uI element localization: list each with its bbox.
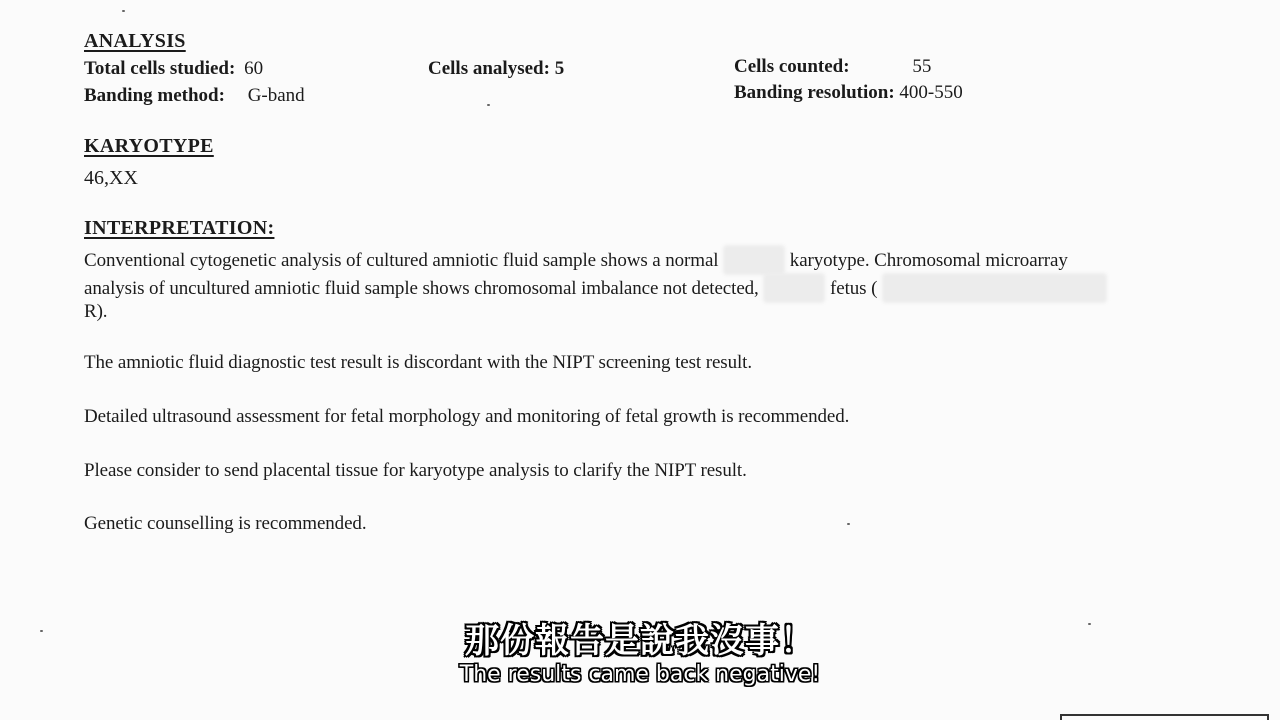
ultrasound-paragraph: Detailed ultrasound assessment for fetal morphology and monitoring of fetal growth is recommended. [84, 406, 850, 427]
scan-speck [122, 10, 125, 12]
interpretation-line-1 [84, 245, 1068, 275]
interpretation-line-2a: analysis of uncultured amniotic fluid sample shows chromosomal imbalance not detected, [84, 278, 759, 299]
subtitle-chinese: 那份報告是說我沒事！ [465, 621, 815, 661]
interpretation-line-1a: Conventional cytogenetic analysis of cultured amniotic fluid sample shows a normal [84, 250, 719, 271]
redaction-block [723, 245, 785, 275]
cells-counted-value: 55 [912, 56, 932, 77]
total-cells-value: 60 [244, 58, 264, 79]
banding-method-field [84, 85, 305, 107]
cells-counted-label: Cells counted: [734, 56, 850, 77]
total-cells-label: Total cells studied: [84, 58, 236, 79]
analysis-heading: ANALYSIS [84, 30, 186, 52]
banding-method-label: Banding method: [84, 85, 225, 106]
discordant-paragraph: The amniotic fluid diagnostic test result is discordant with the NIPT screening test result. [84, 352, 752, 373]
form-box-edge [1060, 714, 1269, 720]
banding-resolution-field [734, 82, 963, 104]
interpretation-line-2b: fetus ( [830, 278, 878, 299]
interpretation-heading: INTERPRETATION: [84, 217, 275, 239]
scan-speck [847, 523, 850, 525]
interpretation-line-2 [84, 273, 1107, 303]
total-cells-field [84, 58, 263, 80]
banding-method-value: G-band [247, 85, 305, 106]
counselling-paragraph: Genetic counselling is recommended. [84, 513, 367, 534]
redaction-block [763, 273, 825, 303]
scan-speck [487, 104, 490, 106]
cells-counted-field [734, 56, 931, 78]
placental-paragraph: Please consider to send placental tissue for karyotype analysis to clarify the NIPT result. [84, 460, 747, 481]
karyotype-value: 46,XX [84, 167, 138, 189]
banding-resolution-label: Banding resolution: [734, 82, 895, 103]
cells-analysed-value: 5 [554, 58, 565, 79]
redaction-block [882, 273, 1107, 303]
banding-resolution-value: 400-550 [899, 82, 963, 103]
karyotype-heading: KARYOTYPE [84, 135, 214, 157]
interpretation-line-1b: karyotype. Chromosomal microarray [789, 250, 1068, 271]
cells-analysed-field [428, 58, 564, 80]
interpretation-line-3: R). [84, 301, 108, 322]
cells-analysed-label: Cells analysed: [428, 58, 550, 79]
subtitle-english: The results came back negative! [459, 662, 821, 687]
